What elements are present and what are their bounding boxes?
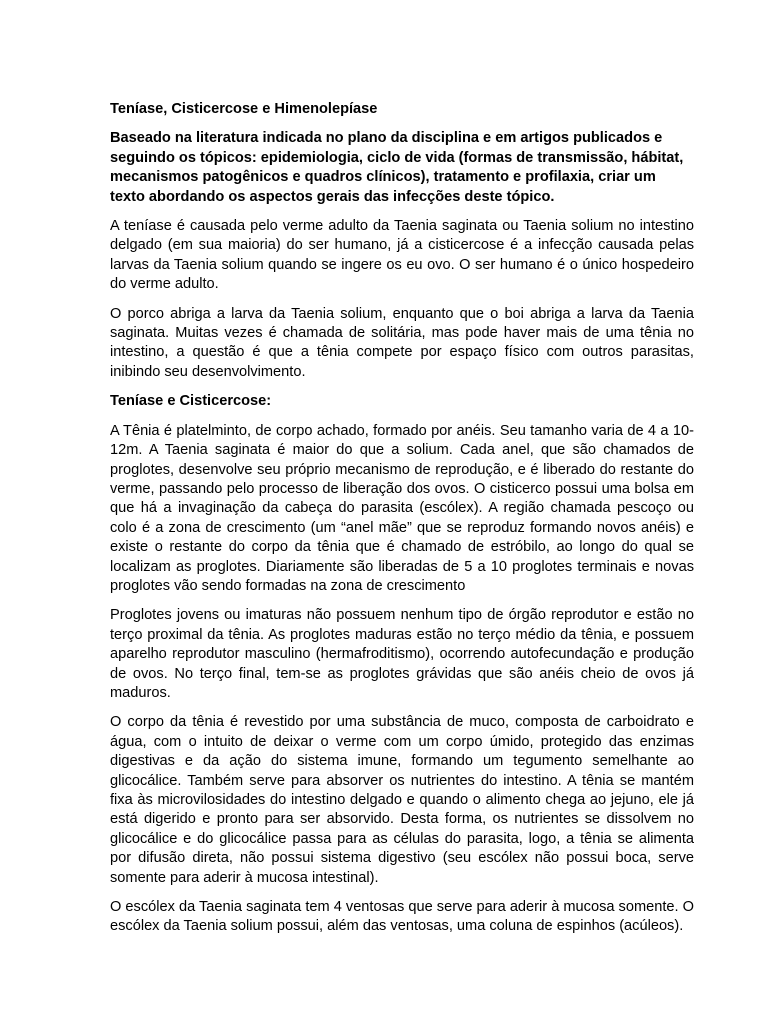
paragraph-morphology: A Tênia é platelminto, de corpo achado, formado por anéis. Seu tamanho varia de 4 a 10-12m. A Taenia saginata é maior do que a solium. Cada anel, que são chamados de proglotes, desenvolve seu próprio mecanismo de reprodução, e é liberado do restante do verme, passando pelo processo de liberação dos ovos. O cisticerco possui uma bolsa em que há a invaginação da cabeça do parasita (escólex). A região chamada pescoço ou colo é a zona de crescimento (um “anel mãe” que se reproduz formando novos anéis) e existe o restante do corpo da tênia que é chamado de estróbilo, ao longo do qual se localizam as proglotes. Diariamente são liberadas de 5 a 10 proglotes terminais e novas proglotes vão sendo formadas na zona de crescimento [110,422,694,594]
paragraph-hosts: O porco abriga a larva da Taenia solium, enquanto que o boi abriga a larva da Taenia saginata. Muitas vezes é chamada de solitária, mas pode haver mais de uma tênia no intestino, a questão é que a tênia compete por espaço físico com outros parasitas, inibindo seu desenvolvimento. [110,305,694,380]
paragraph-proglottids: Proglotes jovens ou imaturas não possuem nenhum tipo de órgão reprodutor e estão no terço proximal da tênia. As proglotes maduras estão no terço médio da tênia, e possuem aparelho reprodutor masculino (hermafroditismo), ocorrendo autofecundação e produção de ovos. No terço final, tem-se as proglotes grávidas que são anéis cheio de ovos já maduros. [110,607,694,701]
paragraph-scolex: O escólex da Taenia saginata tem 4 ventosas que serve para aderir à mucosa somente. O escólex da Taenia solium possui, além das ventosas, uma coluna de espinhos (acúleos). [110,899,694,935]
paragraph-teniase-definition: A teníase é causada pelo verme adulto da Taenia saginata ou Taenia solium no intestino delgado (em sua maioria) do ser humano, já a cisticercose é a infecção causada pelas larvas da Taenia solium quando se ingere os eu ovo. O ser humano é o único hospedeiro do verme adulto. [110,218,694,293]
document-page [110,100,694,947]
section-heading: Teníase e Cisticercose: [110,393,272,410]
document-title: Teníase, Cisticercose e Himenolepíase [110,101,378,117]
paragraph-tegument: O corpo da tênia é revestido por uma substância de muco, composta de carboidrato e água, com o intuito de deixar o verme com um corpo úmido, protegido das enzimas digestivas e da ação do sistema imune, formando um tegumento semelhante ao glicocálice. Também serve para absorver os nutrientes do intestino. A tênia se mantém fixa às microvilosidades do intestino delgado e quando o alimento chega ao jejuno, ele já está digerido e pronto para ser absorvido. Desta forma, os nutrientes se dissolvem no glicocálice e do glicocálice passa para as células do parasita, logo, a tênia se alimenta por difusão direta, não possui sistema digestivo (seu escólex não possui boca, serve somente para aderir à mucosa intestinal). [110,714,694,886]
assignment-instructions: Baseado na literatura indicada no plano da disciplina e em artigos publicados e seguindo os tópicos: epidemiologia, ciclo de vida (formas de transmissão, hábitat, mecanismos patogênicos e quadros clínicos), tratamento e profilaxia, criar um texto abordando os aspectos gerais das infecções deste tópico. [110,130,684,205]
